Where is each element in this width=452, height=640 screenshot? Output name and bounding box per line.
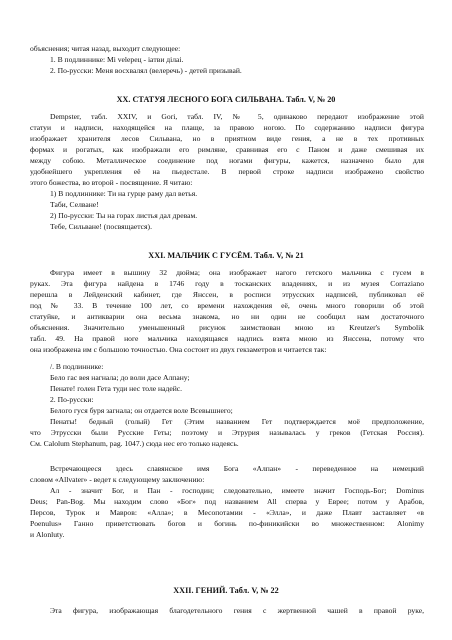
s21-p3-line: Ал - значит Бог, и Пан - господин; следовательно, имеете значит Господь-Бог; Dominus [50,486,424,495]
s20-original-line: 1) В подлиннике: Ти на гурце раму дал ветья. [50,189,198,198]
s20-russian-line: 2) По-русски: Ты на горах листья дал древам. [50,211,198,220]
section-21-heading: XXI. МАЛЬЧИК С ГУСЁМ. Табл. V, № 21 [148,251,304,260]
s21-russian-label: 2. По-русски: [50,395,94,404]
s21-p3-line: словом «Allvater» - ведет к следующему заключению: [30,475,205,484]
s21-p1-line: руках. Эта фигура найдена в 1746 году в тосканских владениях, и из музея Corraziano [30,279,424,288]
section-22-heading: XXII. ГЕНИЙ. Табл. V, № 22 [173,586,279,595]
s20-p1-line: формах и рогатых, как изображали его римляне, сравнивая его с Паном и даже смешивая их [30,145,424,154]
s20-p1-line: между собою. Металлическое соединение под ногами фигуры, кажется, назначено было для [30,156,424,165]
s21-p2-line: что Этрусски были Русские Геты; поэтому и Этрурия называлась у греков (Гетская Россия). [30,428,424,437]
s21-p1-line: объяснения. Значительно уменьшенный рисунок заимствован мною из Kreutzer's Symbolik [30,323,424,332]
s21-original-line: Пенате! голен Гета туди нес толе надейс. [50,384,183,393]
s21-p3-line: и Alonluty. [30,530,65,539]
s21-p3-line: Персов, Турок и Мавров: «Алла»; в Месопотамии - «Элла», и даже Плавт заставляет «в [30,508,424,517]
s21-p1-line: табл. 49. На правой ноге мальчика находящаяся надпись взята мною из Янссена, потому что [30,334,424,343]
s20-p1-line: статуи и надписи, находящейся на плаще, за правою ногою. По содержанию надписи фигура [30,123,424,132]
intro-line-2: 1. В подлиннике: Mi velepeц - iaтви дiлai. [50,55,184,64]
s20-p1-line: удобнейшего укрепления её на пьедестале. В первой строке надписи изображено свойство [30,167,424,176]
section-20-heading: XX. СТАТУЯ ЛЕСНОГО БОГА СИЛЬВАНА. Табл. V, № 20 [116,95,336,104]
s21-p3-line: Встречающееся здесь славянское имя Бога «Алпан» - переведенное на немецкий [50,464,424,473]
s20-russian-line: Тебе, Сильване! (посвящается). [50,222,152,231]
s20-original-line: Таби, Селване! [50,200,99,209]
s21-russian-line: Белого гуся буря загнала; он отдается воле Всевышнего; [50,406,233,415]
s21-p1-line: Фигура имеет в вышину 32 дюйма; она изображает нагого гетского мальчика с гусем в [50,268,424,277]
s21-p1-line: она изображена им с большою точностью. Она состоит из двух гекзаметров и читается так: [30,345,327,354]
s21-p2-line: Пенаты! бедный (голый) Гет (Этим названием Гет подтверждается моё предположение, [50,417,424,426]
s22-p1-line: Эта фигура, изображающая благодетельного гения с жертвенной чашей в правой руке, [50,606,424,615]
s21-p1-line: перешла в Лейденский кабинет, где Янссен, в росписи этрусских надписей, публиковал её [30,290,424,299]
s20-p1-line: изображает хранителя лесов Сильвана, но в приятном виде гения, а не в тех противных [30,134,424,143]
s21-p3-line: Poenulus» Ганно приветствовать богов и богинь по-финикийски во множественном: Alonimy [30,519,424,528]
s21-p1-line: под № 33. В течение 100 лет, со времени нахождения её, очень много говорили об этой [30,301,424,310]
s21-p1-line: статуйке, и антикварии она весьма знакома, но ни один не сообщил нам достаточного [30,312,424,321]
s21-original-label: /. В подлиннике: [50,362,104,371]
intro-line-1: объяснения; читая назад, выходит следующее: [30,44,181,53]
intro-line-3: 2. По-русски: Меня восхвалял (велеречь) - детей призывай. [50,66,242,75]
s21-p2-line: См. Calolum Stephanum, pag. 1047.) сюда нес его только надеясь. [30,439,239,448]
s20-p1-line: Dempster, табл. XXIV, и Gori, табл. IV, № 5, одинаково передают изображение этой [50,112,424,121]
s20-p1-line: этого божества, во второй - посвящение. Я читаю: [30,178,193,187]
s21-original-line: Бело гас вея нагнала; до воли дасе Алпану; [50,373,190,382]
s21-p3-line: Deus; Pan-Bog. Мы находим слово «Бог» под названием All сперва у Еврее; потом у Арабов, [30,497,424,506]
